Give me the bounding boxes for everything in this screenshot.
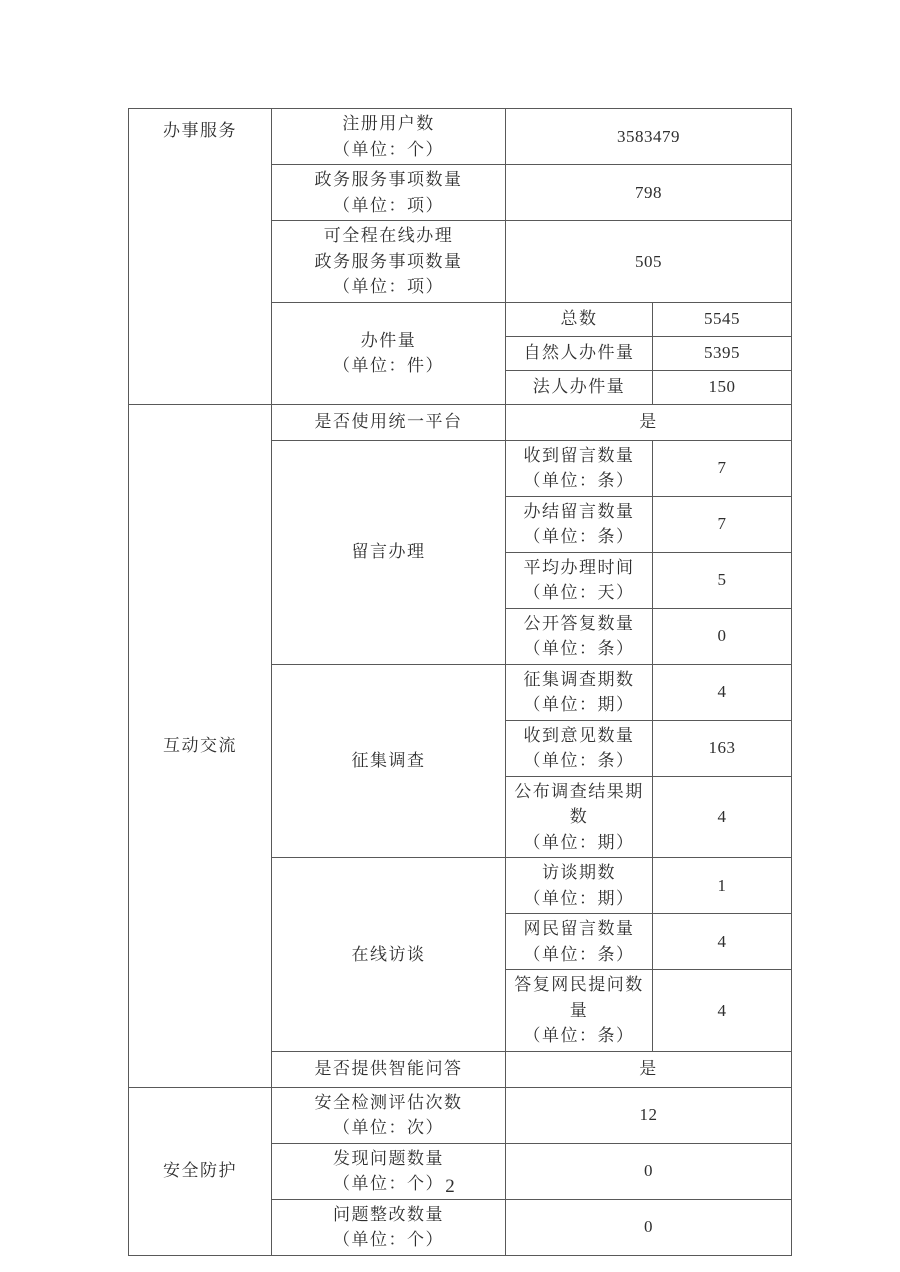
cell-case-natural-value: 5395 <box>653 336 792 370</box>
online-items-unit: （单位：项） <box>333 277 444 296</box>
cell-msg-received-label <box>506 440 653 496</box>
cell-interview-messages-label <box>506 914 653 970</box>
cell-survey-label: 征集调查 <box>272 664 506 858</box>
interview-messages-unit: （单位：条） <box>523 944 635 964</box>
cell-survey-periods-label <box>506 664 653 720</box>
interview-replies-label: 答复网民提问数量 <box>514 975 644 1020</box>
interview-replies-unit: （单位：条） <box>523 1026 635 1045</box>
problems-fixed-label: 问题整改数量 <box>333 1204 444 1224</box>
cell-registered-users-label <box>272 109 506 165</box>
cell-survey-periods-value: 4 <box>653 664 792 720</box>
group-label-security: 安全防护 <box>129 1087 272 1255</box>
online-items-label-line2: 政务服务事项数量 <box>314 251 463 271</box>
cell-interview-periods-label <box>506 858 653 914</box>
group-label-service: 办事服务 <box>129 109 272 405</box>
cell-interview-label: 在线访谈 <box>272 858 506 1052</box>
report-statistics-table <box>128 108 792 1256</box>
service-items-label: 政务服务事项数量 <box>314 170 463 189</box>
assessments-unit: （单位：次） <box>333 1118 444 1137</box>
msg-received-unit: （单位：条） <box>523 471 635 490</box>
cell-problems-fixed-value: 0 <box>506 1199 792 1255</box>
cell-msg-public-value: 0 <box>653 608 792 664</box>
cell-message-handling-label: 留言办理 <box>272 440 506 664</box>
case-volume-unit: （单位：件） <box>333 356 444 375</box>
msg-public-label: 公开答复数量 <box>523 613 635 633</box>
cell-case-total-label: 总数 <box>506 302 653 336</box>
cell-msg-received-value: 7 <box>653 440 792 496</box>
registered-users-label: 注册用户数 <box>342 114 435 133</box>
cell-case-legal-label: 法人办件量 <box>506 370 653 404</box>
cell-case-natural-label: 自然人办件量 <box>506 336 653 370</box>
cell-registered-users-value: 3583479 <box>506 109 792 165</box>
msg-avgtime-label: 平均办理时间 <box>523 557 635 577</box>
assessments-label: 安全检测评估次数 <box>314 1092 463 1112</box>
cell-interview-replies-label <box>506 970 653 1052</box>
cell-survey-results-label <box>506 776 653 858</box>
cell-online-items-value: 505 <box>506 221 792 303</box>
cell-survey-opinions-value: 163 <box>653 720 792 776</box>
cell-msg-avgtime-label <box>506 552 653 608</box>
cell-assessments-value: 12 <box>506 1087 792 1143</box>
cell-msg-completed-label <box>506 496 653 552</box>
msg-avgtime-unit: （单位：天） <box>523 583 635 602</box>
cell-survey-opinions-label <box>506 720 653 776</box>
case-volume-label: 办件量 <box>360 330 417 350</box>
cell-service-items-value: 798 <box>506 165 792 221</box>
page-number: 2 <box>445 1176 455 1197</box>
cell-case-total-value: 5545 <box>653 302 792 336</box>
cell-unified-platform-label: 是否使用统一平台 <box>272 404 506 440</box>
cell-service-items-label <box>272 165 506 221</box>
cell-unified-platform-value: 是 <box>506 404 792 440</box>
service-items-unit: （单位：项） <box>333 195 444 215</box>
cell-problems-found-value: 0 <box>506 1143 792 1199</box>
problems-found-label: 发现问题数量 <box>333 1148 444 1168</box>
problems-found-unit: （单位：个） <box>333 1174 444 1193</box>
cell-online-items-label <box>272 221 506 303</box>
cell-case-volume-label <box>272 302 506 404</box>
survey-periods-label: 征集调查期数 <box>523 669 635 689</box>
cell-problems-fixed-label <box>272 1199 506 1255</box>
cell-smart-qa-value: 是 <box>506 1051 792 1087</box>
msg-completed-label: 办结留言数量 <box>523 501 635 521</box>
survey-opinions-unit: （单位：条） <box>523 751 635 770</box>
cell-interview-periods-value: 1 <box>653 858 792 914</box>
online-items-label-line1: 可全程在线办理 <box>323 226 454 245</box>
problems-fixed-unit: （单位：个） <box>333 1230 444 1249</box>
cell-assessments-label <box>272 1087 506 1143</box>
cell-msg-public-label <box>506 608 653 664</box>
interview-periods-label: 访谈期数 <box>542 863 616 882</box>
cell-case-legal-value: 150 <box>653 370 792 404</box>
msg-received-label: 收到留言数量 <box>523 445 635 465</box>
cell-interview-replies-value: 4 <box>653 970 792 1052</box>
survey-results-label: 公布调查结果期数 <box>514 781 644 826</box>
interview-messages-label: 网民留言数量 <box>523 919 635 938</box>
cell-interview-messages-value: 4 <box>653 914 792 970</box>
survey-periods-unit: （单位：期） <box>523 695 635 714</box>
cell-smart-qa-label: 是否提供智能问答 <box>272 1051 506 1087</box>
cell-survey-results-value: 4 <box>653 776 792 858</box>
group-label-interaction: 互动交流 <box>129 404 272 1087</box>
msg-public-unit: （单位：条） <box>523 639 635 658</box>
cell-msg-completed-value: 7 <box>653 496 792 552</box>
registered-users-unit: （单位：个） <box>333 139 444 159</box>
cell-msg-avgtime-value: 5 <box>653 552 792 608</box>
survey-opinions-label: 收到意见数量 <box>523 725 635 745</box>
interview-periods-unit: （单位：期） <box>523 888 635 908</box>
survey-results-unit: （单位：期） <box>523 832 635 852</box>
msg-completed-unit: （单位：条） <box>523 527 635 546</box>
